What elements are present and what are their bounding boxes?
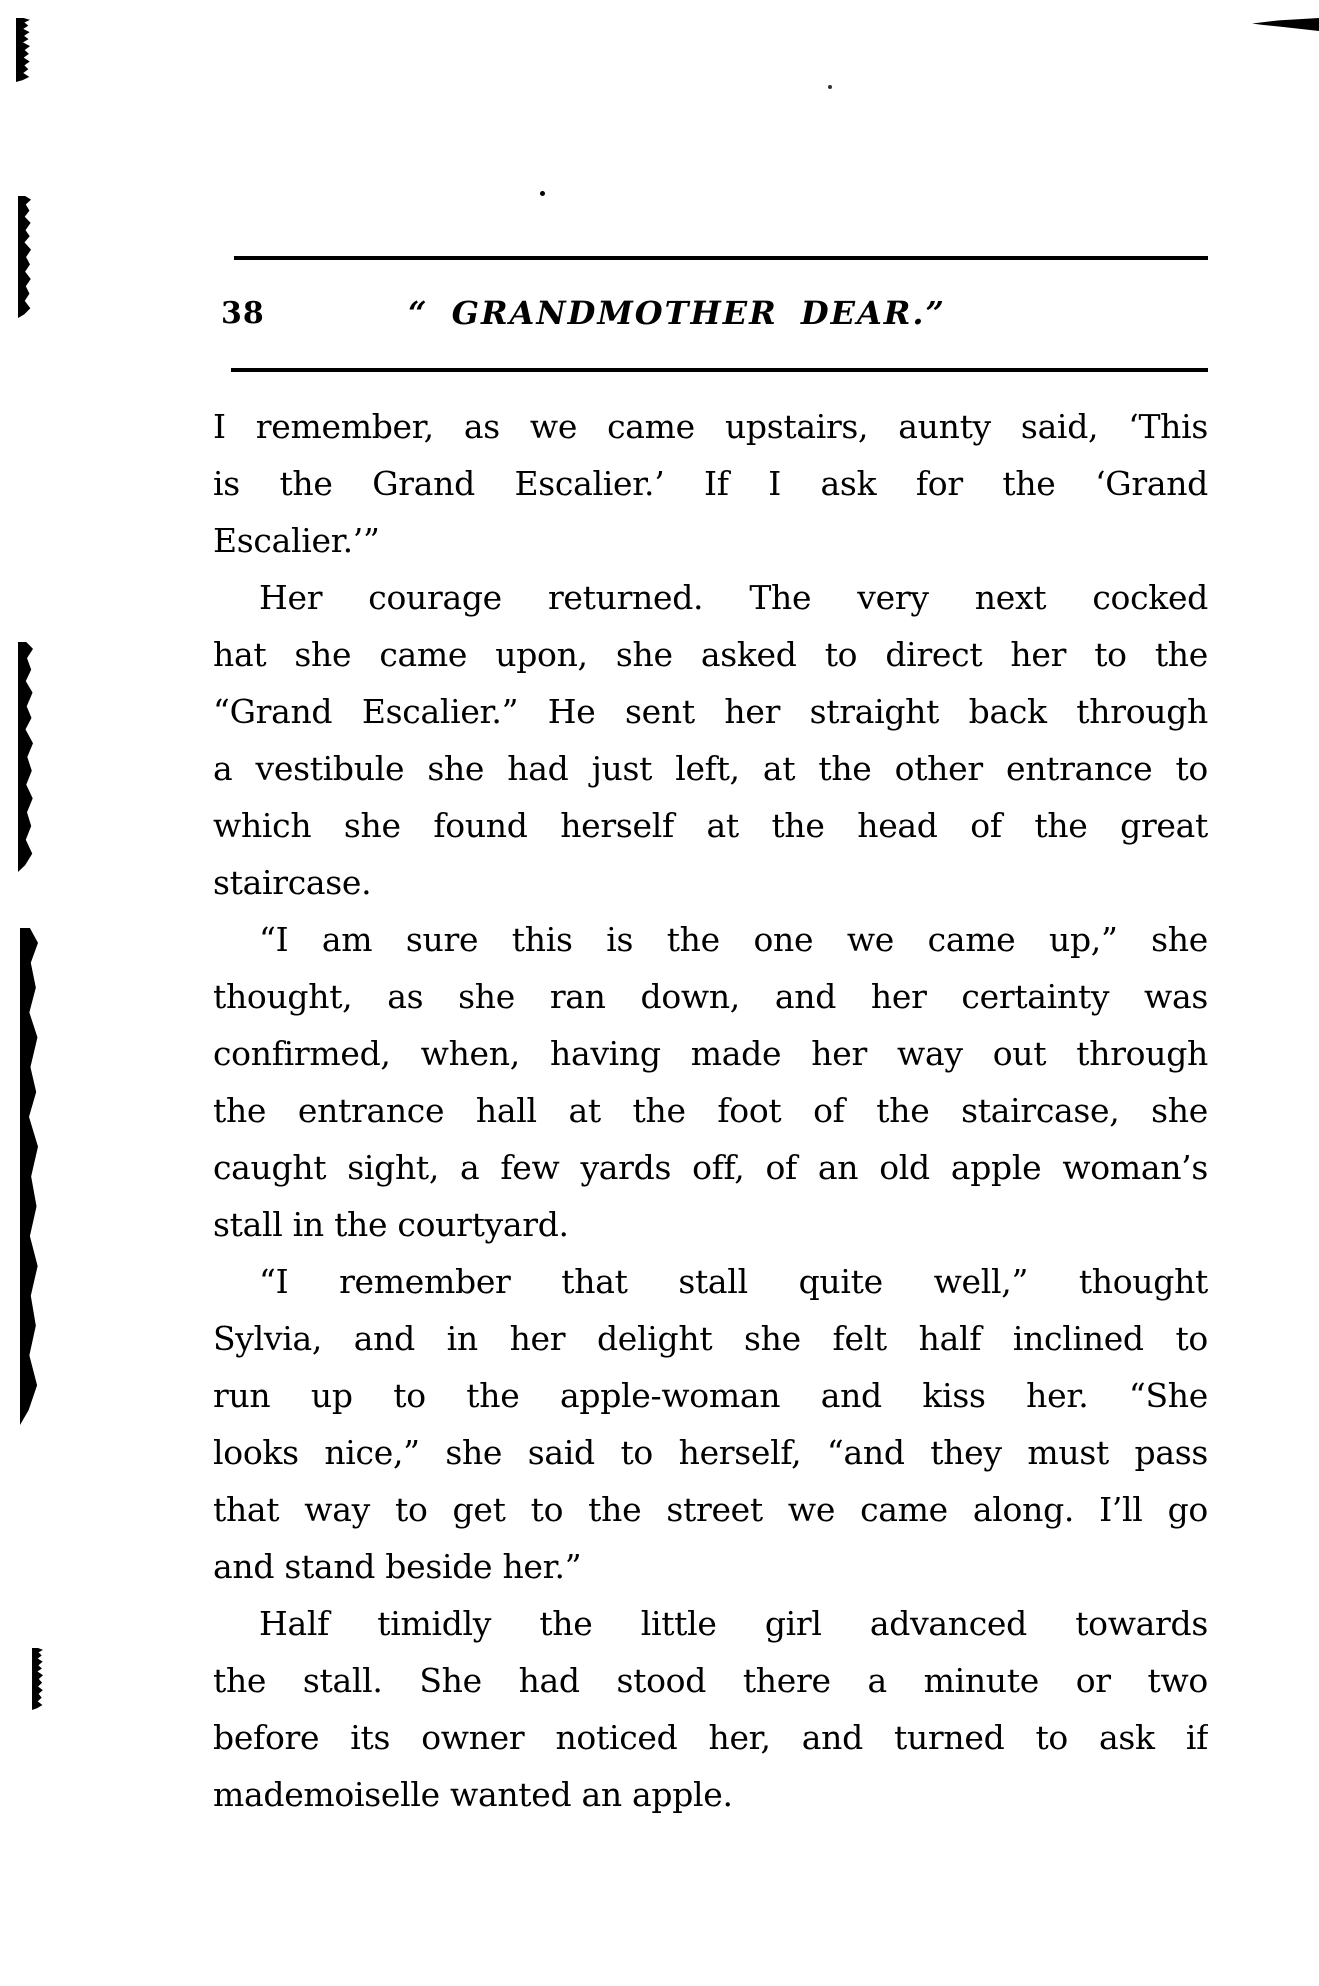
running-header-title: “ GRANDMOTHER DEAR.” <box>408 294 946 332</box>
text-line: hat she came upon, she asked to direct her to the <box>213 635 1208 674</box>
text-line: I remember, as we came upstairs, aunty said, ‘This <box>213 407 1208 446</box>
paragraph <box>213 398 1208 569</box>
text-line: that way to get to the street we came along. I’ll go <box>213 1490 1208 1529</box>
header-rule-bottom <box>231 368 1208 372</box>
text-line: run up to the apple-woman and kiss her. “She <box>213 1376 1208 1415</box>
page-corner-artifact <box>1252 18 1319 31</box>
text-line: Her courage returned. The very next cocked <box>259 578 1208 617</box>
page-number: 38 <box>221 296 265 331</box>
text-line: mademoiselle wanted an apple. <box>213 1775 733 1814</box>
ink-speck <box>540 191 545 196</box>
text-line: before its owner noticed her, and turned to ask if <box>213 1718 1208 1757</box>
binding-shadow-mark <box>16 18 30 82</box>
text-line: confirmed, when, having made her way out through <box>213 1034 1208 1073</box>
ink-speck <box>828 85 832 89</box>
text-line: the stall. She had stood there a minute or two <box>213 1661 1208 1700</box>
text-line: staircase. <box>213 863 372 902</box>
binding-shadow-mark <box>20 928 38 1425</box>
text-line: stall in the courtyard. <box>213 1205 569 1244</box>
body-text <box>213 398 1208 1823</box>
text-line: is the Grand Escalier.’ If I ask for the ‘Grand <box>213 464 1208 503</box>
text-line: which she found herself at the head of the great <box>213 806 1208 845</box>
text-line: Half timidly the little girl advanced towards <box>259 1604 1208 1643</box>
text-line: Sylvia, and in her delight she felt half inclined to <box>213 1319 1208 1358</box>
text-line: “I am sure this is the one we came up,” she <box>259 920 1208 959</box>
text-line: caught sight, a few yards off, of an old apple woman’s <box>213 1148 1208 1187</box>
paragraph <box>213 1253 1208 1595</box>
text-line: thought, as she ran down, and her certainty was <box>213 977 1208 1016</box>
paragraph <box>213 569 1208 911</box>
text-line: Escalier.’” <box>213 521 380 560</box>
paragraph <box>213 1595 1208 1823</box>
text-line: a vestibule she had just left, at the other entrance to <box>213 749 1208 788</box>
text-line: and stand beside her.” <box>213 1547 582 1586</box>
header-rule-top <box>234 256 1208 260</box>
paragraph <box>213 911 1208 1253</box>
binding-shadow-mark <box>32 1648 43 1710</box>
binding-shadow-mark <box>18 196 31 318</box>
text-line: “I remember that stall quite well,” thought <box>259 1262 1208 1301</box>
text-line: looks nice,” she said to herself, “and they must pass <box>213 1433 1208 1472</box>
text-line: the entrance hall at the foot of the staircase, she <box>213 1091 1208 1130</box>
text-line: “Grand Escalier.” He sent her straight back through <box>213 692 1208 731</box>
binding-shadow-mark <box>18 642 33 872</box>
